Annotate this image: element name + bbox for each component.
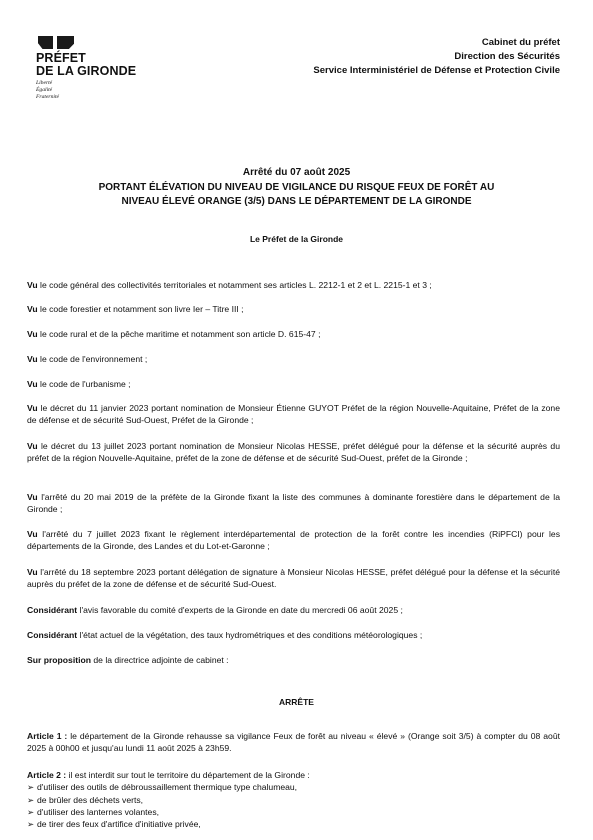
visa-paragraph: Vu le code rural et de la pêche maritime et notamment son article D. 615-47 ; — [27, 328, 321, 339]
motto-egalite: Égalité — [36, 87, 53, 93]
arrow-bullet-icon: ➢ — [27, 819, 35, 830]
article-2-lead: Article 2 : — [27, 770, 67, 780]
visa-paragraph: Vu l'arrêté du 18 septembre 2023 portant délégation de signature à Monsieur Nicolas HESSE, préfet délégué pour la défense et la sécurité auprès du préfet de la zone de défense et de sécurité Sud-Ouest. — [27, 566, 560, 589]
visa-paragraph: Vu le code de l'environnement ; — [27, 353, 148, 364]
service-line-2: Direction des Sécurités — [454, 51, 560, 62]
service-line-3: Service Interministériel de Défense et Protection Civile — [313, 65, 560, 76]
marianne-emblem-icon — [38, 36, 74, 49]
logo-title-line2: DE LA GIRONDE — [36, 63, 137, 78]
logo-title-line1: PRÉFET — [36, 51, 86, 65]
considerant-paragraph: Considérant l'avis favorable du comité d'experts de la Gironde en date du mercredi 06 août 2025 ; — [27, 604, 403, 615]
arrow-bullet-icon: ➢ — [27, 806, 35, 817]
arrow-bullet-icon: ➢ — [27, 794, 35, 805]
title-line-3: NIVEAU ÉLEVÉ ORANGE (3/5) DANS LE DÉPARTEMENT DE LA GIRONDE — [121, 196, 472, 207]
arrow-bullet-icon: ➢ — [27, 782, 35, 793]
visa-paragraph: Vu le code forestier et notamment son livre Ier – Titre III ; — [27, 303, 244, 314]
article-2-list-item: ➢ d'utiliser des outils de débroussaillement thermique type chalumeau, — [27, 782, 298, 793]
service-line-1: Cabinet du préfet — [481, 37, 560, 48]
logo-title — [36, 52, 156, 77]
visa-paragraph: Vu le décret du 13 juillet 2023 portant nomination de Monsieur Nicolas HESSE, préfet délégué pour la défense et la sécurité auprès du préfet de la région Nouvelle-Aquitaine, préfet de la zone de défense et de sécurité Sud-Ouest, préfet de la Gironde ; — [27, 440, 560, 463]
visa-paragraph: Vu le code général des collectivités territoriales et notamment ses articles L. 2212-1 et 2 et L. 2215-1 et 3 ; — [27, 279, 432, 290]
republic-motto — [36, 80, 156, 101]
document-title — [28, 166, 565, 210]
title-line-2: PORTANT ÉLÉVATION DU NIVEAU DE VIGILANCE DU RISQUE FEUX DE FORÊT AU — [98, 181, 495, 193]
article-2 — [27, 769, 560, 830]
article-2-list-item: ➢ de brûler des déchets verts, — [27, 794, 144, 805]
issuing-service — [313, 36, 560, 78]
visa-paragraph: Vu l'arrêté du 20 mai 2019 de la préfète de la Gironde fixant la liste des communes à dominante forestière dans le département de la Gironde ; — [27, 491, 560, 514]
prefecture-logo — [36, 36, 156, 101]
considerant-paragraph: Considérant l'état actuel de la végétation, des taux hydrométriques et des conditions météorologiques ; — [27, 629, 423, 640]
article-2-text: il est interdit sur tout le territoire du département de la Gironde : — [66, 770, 310, 780]
article-1-lead: Article 1 : — [27, 731, 68, 741]
motto-fraternite: Fraternité — [36, 94, 59, 100]
prefet-heading: Le Préfet de la Gironde — [249, 234, 344, 244]
article-1 — [27, 730, 560, 755]
visa-paragraph: Vu l'arrêté du 7 juillet 2023 fixant le règlement interdépartemental de protection de la forêt contre les incendies (RiPFCI) pour les départements de la Gironde, des Landes et du Lot-et-Garonne ; — [27, 528, 560, 551]
proposition-paragraph: Sur proposition de la directrice adjointe de cabinet : — [27, 654, 229, 665]
title-date: Arrêté du 07 août 2025 — [242, 167, 351, 178]
arrete-heading: ARRÊTE — [279, 697, 314, 707]
motto-liberte: Liberté — [36, 80, 53, 86]
visa-paragraph: Vu le décret du 11 janvier 2023 portant nomination de Monsieur Étienne GUYOT Préfet de la région Nouvelle-Aquitaine, Préfet de la zone de défense et de sécurité Sud-Ouest, Préfet de la Gironde ; — [27, 402, 560, 425]
visa-paragraph: Vu le code de l'urbanisme ; — [27, 378, 131, 389]
article-2-list-item: ➢ d'utiliser des lanternes volantes, — [27, 806, 160, 817]
article-1-text: le département de la Gironde rehausse sa vigilance Feux de forêt au niveau « élevé » (Orange soit 3/5) à compter du 08 août 2025 à 00h00 et jusqu'au lundi 11 août 2025 à 23h59. — [27, 731, 560, 754]
article-2-list-item: ➢ de tirer des feux d'artifice d'initiative privée, — [27, 819, 201, 830]
